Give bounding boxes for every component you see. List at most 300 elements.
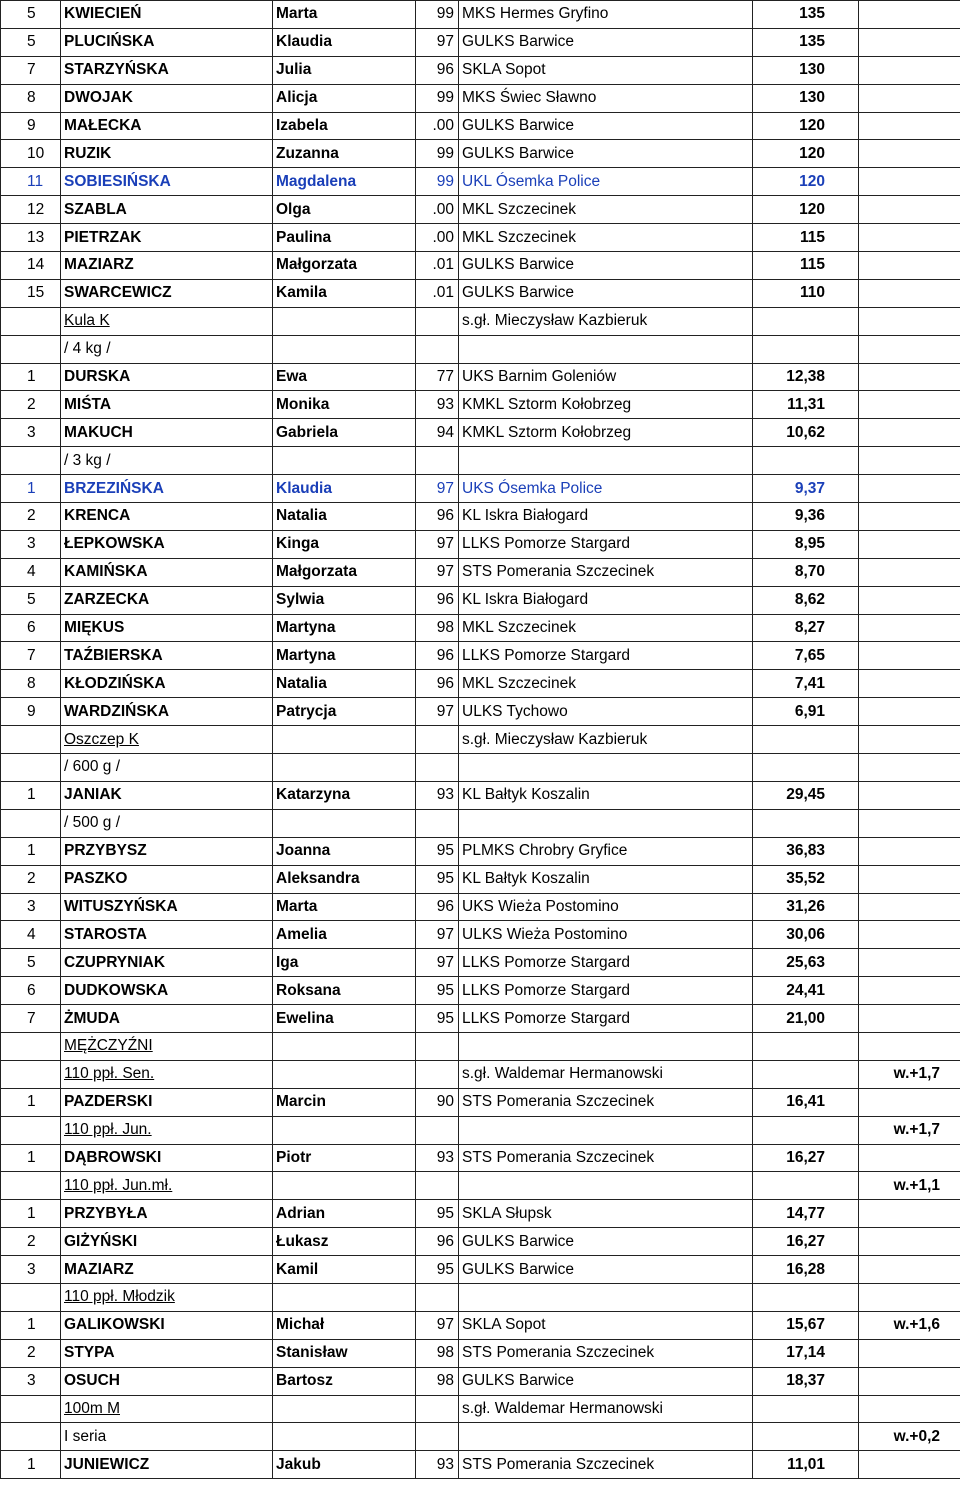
surname-cell: 110 ppł. Jun.mł. [61, 1172, 273, 1200]
surname-cell: SOBIESIŃSKA [61, 168, 273, 196]
birth-year-cell: .01 [416, 279, 459, 307]
birth-year-cell: 97 [416, 558, 459, 586]
first-name-cell: Amelia [273, 921, 416, 949]
first-name-cell [273, 1116, 416, 1144]
result-row [1, 530, 960, 558]
first-name-cell: Martyna [273, 614, 416, 642]
result-cell: 14,77 [753, 1200, 859, 1228]
birth-year-cell: 77 [416, 363, 459, 391]
result-cell: 10,62 [753, 419, 859, 447]
result-cell: 6,91 [753, 698, 859, 726]
first-name-cell: Gabriela [273, 419, 416, 447]
club-cell: UKS Barnim Goleniów [459, 363, 753, 391]
surname-cell: GIŻYŃSKI [61, 1228, 273, 1256]
result-cell: 30,06 [753, 921, 859, 949]
birth-year-cell: .00 [416, 112, 459, 140]
club-cell [459, 1032, 753, 1060]
first-name-cell [273, 335, 416, 363]
result-row [1, 196, 960, 224]
wind-cell [859, 279, 960, 307]
club-cell: s.gł. Waldemar Hermanowski [459, 1395, 753, 1423]
section-header-row [1, 726, 960, 754]
first-name-cell: Martyna [273, 642, 416, 670]
surname-cell: Oszczep K [61, 726, 273, 754]
surname-cell: SWARCEWICZ [61, 279, 273, 307]
wind-cell [859, 1339, 960, 1367]
surname-cell: MIŚTA [61, 391, 273, 419]
club-cell: MKS Świec Sławno [459, 84, 753, 112]
place-cell: 1 [1, 1311, 61, 1339]
wind-cell [859, 949, 960, 977]
first-name-cell: Iga [273, 949, 416, 977]
club-cell: KMKL Sztorm Kołobrzeg [459, 391, 753, 419]
first-name-cell [273, 1423, 416, 1451]
wind-cell [859, 1256, 960, 1284]
wind-cell [859, 642, 960, 670]
first-name-cell: Małgorzata [273, 252, 416, 280]
place-cell: 9 [1, 698, 61, 726]
birth-year-cell: 95 [416, 1200, 459, 1228]
result-cell: 8,62 [753, 586, 859, 614]
birth-year-cell: 96 [416, 56, 459, 84]
wind-cell [859, 586, 960, 614]
place-cell [1, 726, 61, 754]
birth-year-cell [416, 754, 459, 782]
birth-year-cell: 95 [416, 977, 459, 1005]
surname-cell: MĘŻCZYŹNI [61, 1032, 273, 1060]
result-row [1, 1, 960, 29]
surname-cell: SZABLA [61, 196, 273, 224]
wind-cell [859, 252, 960, 280]
result-cell: 24,41 [753, 977, 859, 1005]
result-row [1, 84, 960, 112]
wind-cell [859, 391, 960, 419]
club-cell [459, 754, 753, 782]
first-name-cell [273, 1283, 416, 1311]
surname-cell: ZARZECKA [61, 586, 273, 614]
place-cell: 1 [1, 1144, 61, 1172]
first-name-cell: Ewelina [273, 1005, 416, 1033]
club-cell: GULKS Barwice [459, 279, 753, 307]
place-cell: 12 [1, 196, 61, 224]
result-row [1, 28, 960, 56]
result-row [1, 837, 960, 865]
result-cell: 9,37 [753, 475, 859, 503]
result-row [1, 1005, 960, 1033]
club-cell: SKLA Sopot [459, 1311, 753, 1339]
result-row [1, 419, 960, 447]
club-cell [459, 1116, 753, 1144]
result-row [1, 614, 960, 642]
wind-cell [859, 168, 960, 196]
club-cell: SKLA Słupsk [459, 1200, 753, 1228]
club-cell: LLKS Pomorze Stargard [459, 1005, 753, 1033]
result-cell: 115 [753, 224, 859, 252]
club-cell: SKLA Sopot [459, 56, 753, 84]
birth-year-cell: 98 [416, 614, 459, 642]
result-cell: 130 [753, 84, 859, 112]
result-cell: 120 [753, 140, 859, 168]
birth-year-cell [416, 335, 459, 363]
club-cell: MKL Szczecinek [459, 196, 753, 224]
wind-cell [859, 921, 960, 949]
place-cell: 8 [1, 670, 61, 698]
club-cell: KL Bałtyk Koszalin [459, 865, 753, 893]
birth-year-cell: .00 [416, 224, 459, 252]
surname-cell: KRENCA [61, 503, 273, 531]
first-name-cell: Zuzanna [273, 140, 416, 168]
wind-cell [859, 1088, 960, 1116]
place-cell [1, 447, 61, 475]
result-cell: 16,27 [753, 1228, 859, 1256]
place-cell [1, 809, 61, 837]
place-cell: 2 [1, 503, 61, 531]
result-row [1, 1367, 960, 1395]
section-header-row [1, 1116, 960, 1144]
birth-year-cell: 97 [416, 949, 459, 977]
wind-cell [859, 503, 960, 531]
place-cell: 6 [1, 614, 61, 642]
first-name-cell [273, 1395, 416, 1423]
result-cell: 120 [753, 112, 859, 140]
result-row [1, 781, 960, 809]
surname-cell: / 500 g / [61, 809, 273, 837]
club-cell: UKS Ósemka Police [459, 475, 753, 503]
club-cell: LLKS Pomorze Stargard [459, 977, 753, 1005]
wind-cell [859, 475, 960, 503]
surname-cell: MAZIARZ [61, 1256, 273, 1284]
club-cell: UKL Ósemka Police [459, 168, 753, 196]
result-row [1, 977, 960, 1005]
surname-cell: STAROSTA [61, 921, 273, 949]
result-cell: 9,36 [753, 503, 859, 531]
club-cell [459, 1172, 753, 1200]
first-name-cell [273, 754, 416, 782]
wind-cell [859, 1283, 960, 1311]
wind-cell [859, 140, 960, 168]
birth-year-cell [416, 1116, 459, 1144]
place-cell: 15 [1, 279, 61, 307]
surname-cell: JANIAK [61, 781, 273, 809]
place-cell [1, 1283, 61, 1311]
result-row [1, 224, 960, 252]
birth-year-cell: 90 [416, 1088, 459, 1116]
surname-cell: GALIKOWSKI [61, 1311, 273, 1339]
surname-cell: Kula K [61, 307, 273, 335]
birth-year-cell: 97 [416, 530, 459, 558]
result-row [1, 1256, 960, 1284]
result-cell: 29,45 [753, 781, 859, 809]
place-cell: 5 [1, 1, 61, 29]
first-name-cell [273, 726, 416, 754]
birth-year-cell [416, 1060, 459, 1088]
first-name-cell: Bartosz [273, 1367, 416, 1395]
wind-cell [859, 1200, 960, 1228]
birth-year-cell [416, 809, 459, 837]
club-cell: MKL Szczecinek [459, 224, 753, 252]
first-name-cell: Sylwia [273, 586, 416, 614]
place-cell [1, 1060, 61, 1088]
result-cell: 7,65 [753, 642, 859, 670]
place-cell: 3 [1, 530, 61, 558]
result-row [1, 1228, 960, 1256]
surname-cell: / 600 g / [61, 754, 273, 782]
surname-cell: DWOJAK [61, 84, 273, 112]
wind-cell [859, 224, 960, 252]
first-name-cell [273, 809, 416, 837]
first-name-cell [273, 1032, 416, 1060]
first-name-cell [273, 307, 416, 335]
place-cell: 11 [1, 168, 61, 196]
club-cell: STS Pomerania Szczecinek [459, 1088, 753, 1116]
place-cell: 7 [1, 642, 61, 670]
first-name-cell: Kinga [273, 530, 416, 558]
section-header-row [1, 307, 960, 335]
first-name-cell: Katarzyna [273, 781, 416, 809]
result-cell: 120 [753, 168, 859, 196]
first-name-cell: Roksana [273, 977, 416, 1005]
place-cell: 5 [1, 28, 61, 56]
place-cell: 13 [1, 224, 61, 252]
wind-cell [859, 530, 960, 558]
surname-cell: MIĘKUS [61, 614, 273, 642]
club-cell: s.gł. Mieczysław Kazbieruk [459, 307, 753, 335]
club-cell: MKL Szczecinek [459, 614, 753, 642]
birth-year-cell: 95 [416, 1256, 459, 1284]
place-cell: 3 [1, 419, 61, 447]
first-name-cell: Kamila [273, 279, 416, 307]
result-row [1, 112, 960, 140]
result-row [1, 168, 960, 196]
first-name-cell: Alicja [273, 84, 416, 112]
first-name-cell [273, 447, 416, 475]
place-cell [1, 1395, 61, 1423]
result-cell: 21,00 [753, 1005, 859, 1033]
surname-cell: RUZIK [61, 140, 273, 168]
first-name-cell: Jakub [273, 1451, 416, 1479]
result-cell [753, 726, 859, 754]
result-cell [753, 307, 859, 335]
result-row [1, 949, 960, 977]
place-cell: 1 [1, 781, 61, 809]
wind-cell [859, 977, 960, 1005]
birth-year-cell: .01 [416, 252, 459, 280]
surname-cell: / 4 kg / [61, 335, 273, 363]
result-cell: 17,14 [753, 1339, 859, 1367]
birth-year-cell: 99 [416, 168, 459, 196]
place-cell: 10 [1, 140, 61, 168]
first-name-cell: Monika [273, 391, 416, 419]
result-cell: 120 [753, 196, 859, 224]
club-cell: s.gł. Waldemar Hermanowski [459, 1060, 753, 1088]
surname-cell: / 3 kg / [61, 447, 273, 475]
club-cell: UKS Wieża Postomino [459, 893, 753, 921]
wind-cell [859, 726, 960, 754]
result-cell: 8,95 [753, 530, 859, 558]
birth-year-cell [416, 1423, 459, 1451]
birth-year-cell: 96 [416, 503, 459, 531]
surname-cell: KWIECIEŃ [61, 1, 273, 29]
surname-cell: JUNIEWICZ [61, 1451, 273, 1479]
place-cell: 2 [1, 391, 61, 419]
wind-cell [859, 447, 960, 475]
wind-cell [859, 56, 960, 84]
place-cell [1, 1172, 61, 1200]
first-name-cell: Piotr [273, 1144, 416, 1172]
club-cell: GULKS Barwice [459, 252, 753, 280]
surname-cell: MAZIARZ [61, 252, 273, 280]
surname-cell: BRZEZIŃSKA [61, 475, 273, 503]
club-cell: STS Pomerania Szczecinek [459, 558, 753, 586]
club-cell: GULKS Barwice [459, 1256, 753, 1284]
first-name-cell: Paulina [273, 224, 416, 252]
birth-year-cell: 96 [416, 670, 459, 698]
surname-cell: KŁODZIŃSKA [61, 670, 273, 698]
wind-cell [859, 754, 960, 782]
result-cell [753, 447, 859, 475]
surname-cell: STYPA [61, 1339, 273, 1367]
wind-cell [859, 1228, 960, 1256]
birth-year-cell: 93 [416, 1451, 459, 1479]
result-cell: 11,01 [753, 1451, 859, 1479]
result-cell: 135 [753, 28, 859, 56]
wind-cell: w.+1,7 [859, 1116, 960, 1144]
club-cell: GULKS Barwice [459, 140, 753, 168]
club-cell: ULKS Tychowo [459, 698, 753, 726]
result-row [1, 56, 960, 84]
birth-year-cell: 97 [416, 28, 459, 56]
result-row [1, 503, 960, 531]
result-row [1, 1144, 960, 1172]
club-cell: s.gł. Mieczysław Kazbieruk [459, 726, 753, 754]
place-cell: 14 [1, 252, 61, 280]
club-cell: KL Iskra Białogard [459, 503, 753, 531]
result-row [1, 1339, 960, 1367]
surname-cell: I seria [61, 1423, 273, 1451]
birth-year-cell: 95 [416, 865, 459, 893]
result-row [1, 865, 960, 893]
club-cell: STS Pomerania Szczecinek [459, 1339, 753, 1367]
result-row [1, 670, 960, 698]
result-cell: 135 [753, 1, 859, 29]
result-cell: 130 [753, 56, 859, 84]
place-cell: 4 [1, 921, 61, 949]
club-cell: LLKS Pomorze Stargard [459, 642, 753, 670]
surname-cell: 110 ppł. Sen. [61, 1060, 273, 1088]
result-row [1, 558, 960, 586]
surname-cell: PAZDERSKI [61, 1088, 273, 1116]
club-cell: ULKS Wieża Postomino [459, 921, 753, 949]
first-name-cell: Małgorzata [273, 558, 416, 586]
section-header-row [1, 1172, 960, 1200]
first-name-cell: Izabela [273, 112, 416, 140]
result-cell [753, 809, 859, 837]
first-name-cell: Julia [273, 56, 416, 84]
result-row [1, 893, 960, 921]
place-cell: 2 [1, 865, 61, 893]
place-cell: 6 [1, 977, 61, 1005]
wind-cell [859, 112, 960, 140]
result-row [1, 279, 960, 307]
result-row [1, 363, 960, 391]
result-cell: 110 [753, 279, 859, 307]
result-cell: 36,83 [753, 837, 859, 865]
first-name-cell: Olga [273, 196, 416, 224]
club-cell: LLKS Pomorze Stargard [459, 949, 753, 977]
wind-cell [859, 698, 960, 726]
first-name-cell: Ewa [273, 363, 416, 391]
surname-cell: PRZYBYŁA [61, 1200, 273, 1228]
wind-cell [859, 837, 960, 865]
result-cell: 16,28 [753, 1256, 859, 1284]
result-cell [753, 1395, 859, 1423]
first-name-cell: Klaudia [273, 28, 416, 56]
wind-cell [859, 1032, 960, 1060]
place-cell [1, 307, 61, 335]
club-cell [459, 1423, 753, 1451]
place-cell: 1 [1, 475, 61, 503]
birth-year-cell: 95 [416, 1005, 459, 1033]
birth-year-cell: .00 [416, 196, 459, 224]
result-cell: 16,41 [753, 1088, 859, 1116]
place-cell: 1 [1, 1200, 61, 1228]
club-cell: LLKS Pomorze Stargard [459, 530, 753, 558]
surname-cell: DĄBROWSKI [61, 1144, 273, 1172]
section-header-row [1, 1032, 960, 1060]
results-table-body [1, 1, 960, 1479]
wind-cell: w.+1,1 [859, 1172, 960, 1200]
surname-cell: WARDZIŃSKA [61, 698, 273, 726]
wind-cell [859, 558, 960, 586]
result-row [1, 698, 960, 726]
place-cell [1, 754, 61, 782]
result-cell: 18,37 [753, 1367, 859, 1395]
result-row [1, 391, 960, 419]
first-name-cell: Marcin [273, 1088, 416, 1116]
wind-cell [859, 307, 960, 335]
result-row [1, 1200, 960, 1228]
surname-cell: PLUCIŃSKA [61, 28, 273, 56]
birth-year-cell: 94 [416, 419, 459, 447]
wind-cell: w.+1,7 [859, 1060, 960, 1088]
first-name-cell: Joanna [273, 837, 416, 865]
place-cell: 3 [1, 1256, 61, 1284]
surname-cell: PIETRZAK [61, 224, 273, 252]
wind-cell [859, 335, 960, 363]
birth-year-cell: 99 [416, 140, 459, 168]
result-cell [753, 1060, 859, 1088]
first-name-cell: Natalia [273, 670, 416, 698]
birth-year-cell: 98 [416, 1339, 459, 1367]
wind-cell [859, 1005, 960, 1033]
wind-cell [859, 865, 960, 893]
birth-year-cell: 96 [416, 642, 459, 670]
wind-cell [859, 1, 960, 29]
section-header-row [1, 447, 960, 475]
birth-year-cell [416, 1395, 459, 1423]
result-cell: 31,26 [753, 893, 859, 921]
birth-year-cell: 97 [416, 1311, 459, 1339]
result-cell: 8,70 [753, 558, 859, 586]
result-cell [753, 1116, 859, 1144]
place-cell: 3 [1, 893, 61, 921]
birth-year-cell [416, 307, 459, 335]
club-cell: MKL Szczecinek [459, 670, 753, 698]
result-row [1, 1451, 960, 1479]
birth-year-cell: 97 [416, 475, 459, 503]
club-cell: KL Bałtyk Koszalin [459, 781, 753, 809]
first-name-cell: Aleksandra [273, 865, 416, 893]
